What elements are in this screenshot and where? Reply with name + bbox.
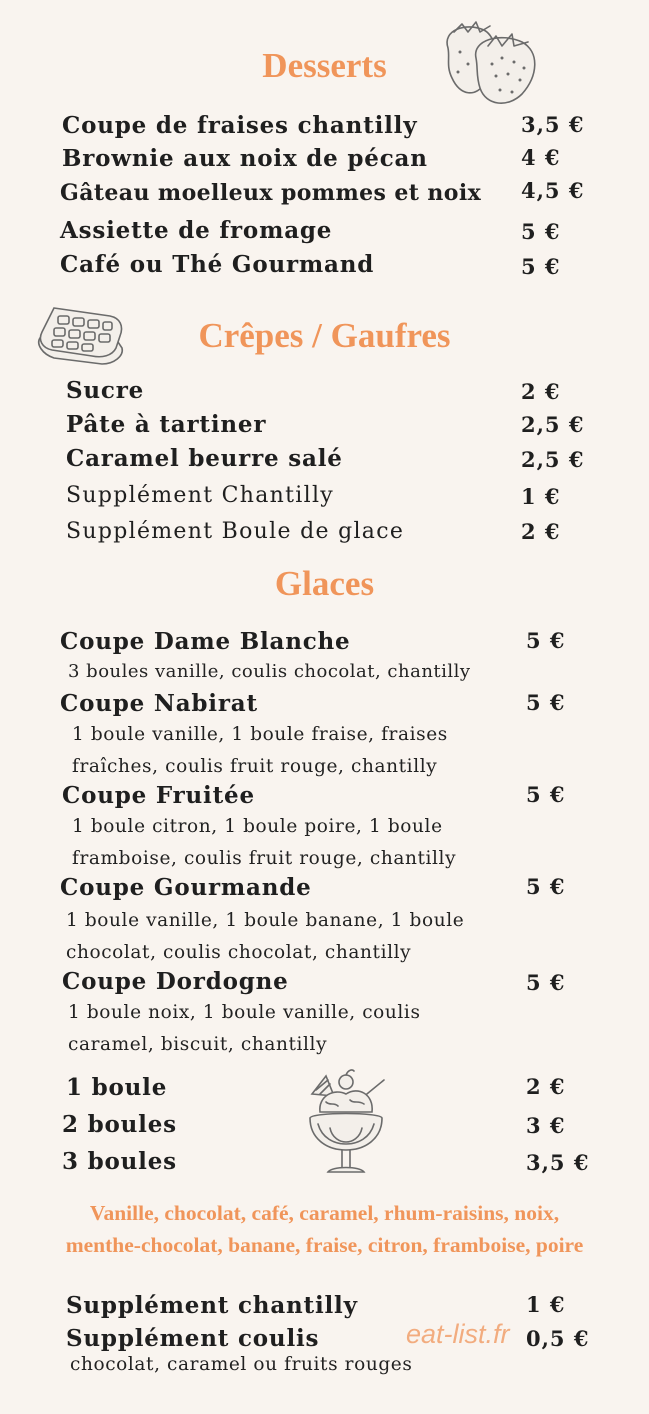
menu-item-price: 3,5 € xyxy=(521,112,585,137)
menu-item-name: Café ou Thé Gourmand xyxy=(60,251,375,278)
coupe-description xyxy=(72,719,448,783)
menu-item-name: Brownie aux noix de pécan xyxy=(62,145,428,172)
coupe-description-line: framboise, coulis fruit rouge, chantilly xyxy=(72,848,457,869)
coupe-description-line: caramel, biscuit, chantilly xyxy=(68,1034,328,1055)
coupe-description xyxy=(72,811,456,875)
coupe-price: 5 € xyxy=(526,628,566,653)
section-title-crepes: Crêpes / Gaufres xyxy=(198,316,451,355)
coupe-description xyxy=(68,997,421,1061)
menu-item-name: Assiette de fromage xyxy=(60,217,333,244)
watermark: eat-list.fr xyxy=(406,1319,510,1349)
coupe-description-line: chocolat, coulis chocolat, chantilly xyxy=(66,942,412,963)
coulis-note: chocolat, caramel ou fruits rouges xyxy=(70,1354,413,1375)
menu-item-price: 5 € xyxy=(521,254,561,279)
supplement-price: 1 € xyxy=(521,484,561,509)
coupe-description-line: fraîches, coulis fruit rouge, chantilly xyxy=(72,756,438,777)
boule-price: 3 € xyxy=(526,1113,566,1138)
menu-item-price: 2 € xyxy=(521,379,561,404)
section-title-desserts: Desserts xyxy=(262,46,387,85)
coupe-price: 5 € xyxy=(526,970,566,995)
flavors-line: Vanille, chocolat, café, caramel, rhum-raisins, noix, xyxy=(89,1201,560,1225)
supplement-name: Supplément chantilly xyxy=(66,1292,358,1319)
menu-item-price: 4,5 € xyxy=(521,178,585,203)
menu-item-price: 2,5 € xyxy=(521,412,585,437)
menu-item-name: Caramel beurre salé xyxy=(66,445,343,472)
coupe-description-line: 1 boule citron, 1 boule poire, 1 boule xyxy=(72,816,443,837)
coupe-name: Coupe Dame Blanche xyxy=(60,628,351,655)
menu-item-price: 4 € xyxy=(521,145,561,170)
coupe-price: 5 € xyxy=(526,690,566,715)
coupe-name: Coupe Fruitée xyxy=(62,782,255,809)
ice-cream-sundae-icon xyxy=(300,1068,392,1180)
coupe-name: Coupe Dordogne xyxy=(62,968,289,995)
coupe-description-line: 1 boule noix, 1 boule vanille, coulis xyxy=(68,1002,421,1023)
flavors-line: menthe-chocolat, banane, fraise, citron, framboise, poire xyxy=(65,1233,584,1257)
boule-price: 3,5 € xyxy=(526,1150,590,1175)
coupe-name: Coupe Nabirat xyxy=(60,690,258,717)
supplement-name: Supplément Boule de glace xyxy=(66,519,405,544)
menu-item-name: Gâteau moelleux pommes et noix xyxy=(60,180,482,206)
coupe-description-line: 1 boule vanille, 1 boule fraise, fraises xyxy=(72,724,448,745)
coupe-description-line: 1 boule vanille, 1 boule banane, 1 boule xyxy=(66,910,465,931)
coupe-name: Coupe Gourmande xyxy=(60,874,312,901)
menu-item-price: 5 € xyxy=(521,219,561,244)
menu-item-name: Pâte à tartiner xyxy=(66,411,267,438)
coupe-description xyxy=(66,905,464,969)
boule-count: 2 boules xyxy=(62,1111,177,1138)
menu-item-name: Coupe de fraises chantilly xyxy=(62,112,418,139)
section-title-glaces: Glaces xyxy=(274,564,375,603)
strawberry-icon xyxy=(436,12,542,110)
boule-count: 1 boule xyxy=(66,1074,168,1101)
menu-item-price: 2,5 € xyxy=(521,447,585,472)
flavors-list xyxy=(0,1197,649,1261)
supplement-price: 2 € xyxy=(521,519,561,544)
supplement-name: Supplément Chantilly xyxy=(66,483,335,508)
supplement-price: 1 € xyxy=(526,1292,566,1317)
boule-count: 3 boules xyxy=(62,1148,177,1175)
supplement-price: 0,5 € xyxy=(526,1326,590,1351)
menu-item-name: Sucre xyxy=(66,377,145,404)
coupe-price: 5 € xyxy=(526,874,566,899)
supplement-name: Supplément coulis xyxy=(66,1325,320,1352)
coupe-price: 5 € xyxy=(526,782,566,807)
boule-price: 2 € xyxy=(526,1074,566,1099)
coupe-description: 3 boules vanille, coulis chocolat, chantilly xyxy=(68,661,471,682)
